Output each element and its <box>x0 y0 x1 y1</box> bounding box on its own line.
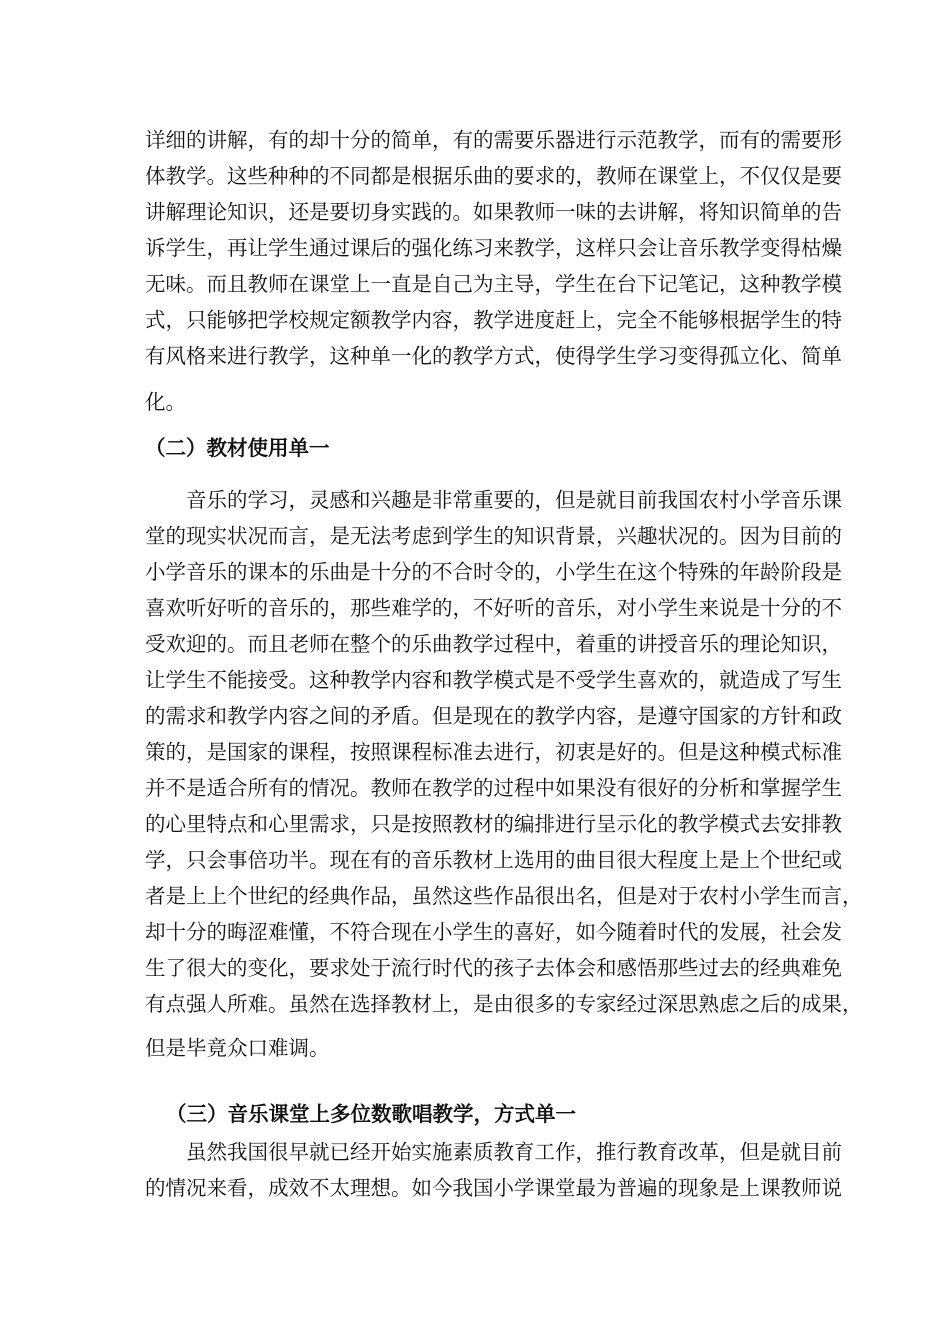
body-text-line: 者是上上个世纪的经典作品，虽然这些作品很出名，但是对于农村小学生而言， <box>145 884 863 908</box>
body-text-line: 无味。而且教师在课堂上一直是自己为主导，学生在台下记笔记，这种教学模 <box>145 272 842 296</box>
body-text-line: 讲解理论知识，还是要切身实践的。如果教师一味的去讲解，将知识简单的告 <box>145 200 842 224</box>
body-text-line: 并不是适合所有的情况。教师在教学的过程中如果没有很好的分析和掌握学生 <box>145 776 842 800</box>
body-text-line: 学，只会事倍功半。现在有的音乐教材上选用的曲目很大程度上是上个世纪或 <box>145 848 842 872</box>
body-text-line: 的需求和教学内容之间的矛盾。但是现在的教学内容，是遵守国家的方针和政 <box>145 704 842 728</box>
body-text-line: 式，只能够把学校规定额教学内容，教学进度赶上，完全不能够根据学生的特 <box>145 308 842 332</box>
body-text-line: 让学生不能接受。这种教学内容和教学模式是不受学生喜欢的，就造成了写生 <box>145 668 842 692</box>
body-text-line: 体教学。这些种种的不同都是根据乐曲的要求的，教师在课堂上，不仅仅是要 <box>145 164 842 188</box>
body-text-line: 化。 <box>145 390 186 414</box>
body-text-line: 有点强人所难。虽然在选择教材上，是由很多的专家经过深思熟虑之后的成果， <box>145 992 863 1016</box>
body-text-line: 但是毕竟众口难调。 <box>145 1036 330 1060</box>
body-text-line: 受欢迎的。而且老师在整个的乐曲教学过程中，着重的讲授音乐的理论知识， <box>145 632 842 656</box>
body-text-line: 详细的讲解，有的却十分的简单，有的需要乐器进行示范教学，而有的需要形 <box>145 128 842 152</box>
body-text-line: 的情况来看，成效不太理想。如今我国小学课堂最为普遍的现象是上课教师说 <box>145 1176 842 1200</box>
section-heading: （二）教材使用单一 <box>145 436 330 460</box>
body-text-line: 堂的现实状况而言，是无法考虑到学生的知识背景，兴趣状况的。因为目前的 <box>145 524 842 548</box>
section-heading: （三）音乐课堂上多位数歌唱教学，方式单一 <box>166 1102 576 1126</box>
body-text-line: 诉学生，再让学生通过课后的强化练习来教学，这样只会让音乐教学变得枯燥 <box>145 236 842 260</box>
body-text-line: 生了很大的变化，要求处于流行时代的孩子去体会和感悟那些过去的经典难免 <box>145 956 842 980</box>
body-text-line: 的心里特点和心里需求，只是按照教材的编排进行呈示化的教学模式去安排教 <box>145 812 842 836</box>
body-text-line: 喜欢听好听的音乐的，那些难学的，不好听的音乐，对小学生来说是十分的不 <box>145 596 842 620</box>
body-text-line: 却十分的晦涩难懂，不符合现在小学生的喜好，如今随着时代的发展，社会发 <box>145 920 842 944</box>
body-text-line: 虽然我国很早就已经开始实施素质教育工作，推行教育改革，但是就目前 <box>186 1140 842 1164</box>
body-text-line: 有风格来进行教学，这种单一化的教学方式，使得学生学习变得孤立化、简单 <box>145 344 842 368</box>
body-text-line: 小学音乐的课本的乐曲是十分的不合时令的，小学生在这个特殊的年龄阶段是 <box>145 560 842 584</box>
body-text-line: 策的，是国家的课程，按照课程标准去进行，初衷是好的。但是这种模式标准 <box>145 740 842 764</box>
body-text-line: 音乐的学习，灵感和兴趣是非常重要的，但是就目前我国农村小学音乐课 <box>186 488 842 512</box>
